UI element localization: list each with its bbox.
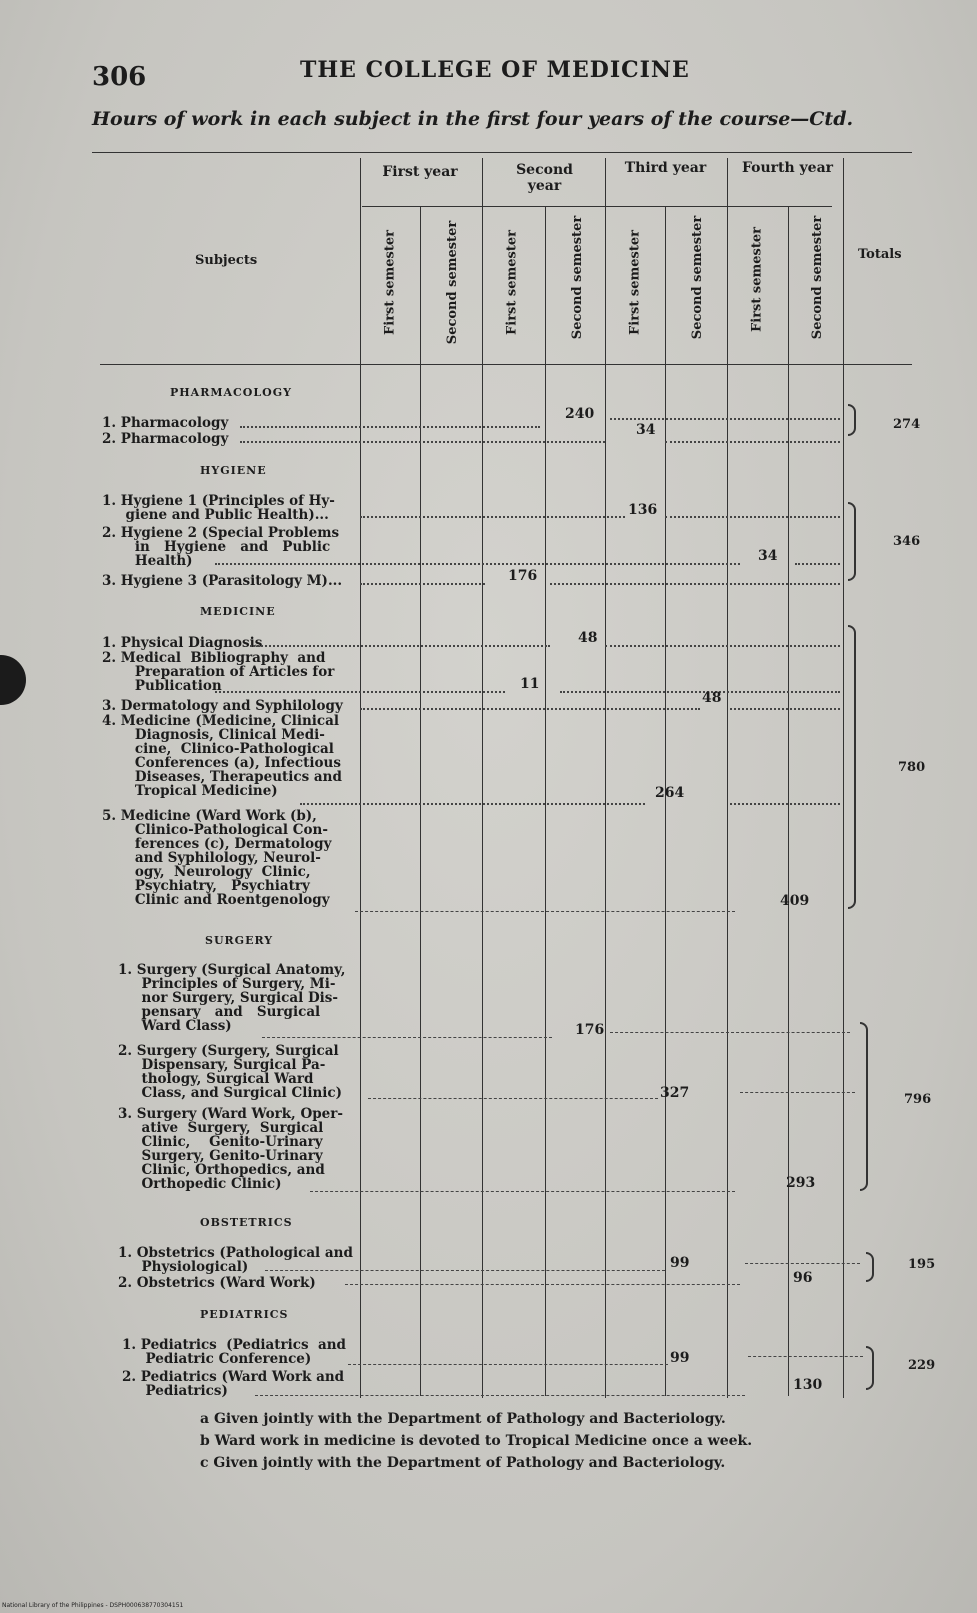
header-bottom-rule bbox=[100, 364, 912, 365]
sem-header-y3s2: Second semester bbox=[690, 215, 705, 340]
hours-value: 99 bbox=[670, 1350, 690, 1366]
year-header-3: Third year bbox=[624, 160, 707, 176]
section-total: 229 bbox=[908, 1358, 936, 1373]
subject-item: 1. Physical Diagnosis bbox=[102, 635, 263, 651]
hours-value: 176 bbox=[508, 568, 538, 584]
section-heading: MEDICINE bbox=[200, 605, 276, 618]
subject-item: 3. Surgery (Ward Work, Oper- ative Surgery, Surgical Clinic, Genito-Urinary Surgery, Genito-Urinary Clinic, Orthopedics, and Orthopedic Clinic) bbox=[118, 1106, 343, 1192]
running-title: THE COLLEGE OF MEDICINE bbox=[300, 57, 690, 83]
hours-value: 409 bbox=[780, 893, 810, 909]
col-divider-6 bbox=[665, 206, 666, 1396]
sem-header-y2s2: Second semester bbox=[570, 215, 585, 340]
hours-value: 130 bbox=[793, 1377, 823, 1393]
col-divider-2 bbox=[420, 206, 421, 1396]
col-divider-5 bbox=[605, 158, 606, 1398]
col-divider-3 bbox=[482, 158, 483, 1398]
hours-value: 34 bbox=[636, 422, 656, 438]
scan-blemish bbox=[0, 655, 26, 705]
sem-header-y4s1: First semester bbox=[749, 227, 765, 332]
sem-header-y2s1: First semester bbox=[504, 230, 520, 335]
subject-item: 4. Medicine (Medicine, Clinical Diagnosis, Clinical Medi- cine, Clinico-Pathological Conferences (a), Infectious Diseases, Therapeutics and Tropical Medicine) bbox=[102, 713, 342, 799]
hours-value: 34 bbox=[758, 548, 778, 564]
subject-item: 2. Medical Bibliography and Preparation of Articles for Publication bbox=[102, 650, 335, 694]
subject-item: 1. Obstetrics (Pathological and Physiological) bbox=[118, 1245, 353, 1275]
section-total: 274 bbox=[893, 417, 921, 432]
subject-item: 1. Pharmacology bbox=[102, 415, 229, 431]
footnote-b: b Ward work in medicine is devoted to Tropical Medicine once a week. bbox=[200, 1433, 753, 1449]
section-heading: SURGERY bbox=[205, 934, 274, 947]
section-heading: PHARMACOLOGY bbox=[170, 386, 292, 399]
hours-value: 48 bbox=[702, 690, 722, 706]
subject-item: 3. Hygiene 3 (Parasitology M)... bbox=[102, 573, 343, 589]
subject-item: 3. Dermatology and Syphilology bbox=[102, 698, 343, 714]
hours-value: 240 bbox=[565, 406, 595, 422]
hours-value: 99 bbox=[670, 1255, 690, 1271]
section-heading: HYGIENE bbox=[200, 464, 267, 477]
section-total: 346 bbox=[893, 534, 921, 549]
subject-item: 1. Hygiene 1 (Principles of Hy- giene and Public Health)... bbox=[102, 493, 335, 523]
table-caption: Hours of work in each subject in the first four years of the course—Ctd. bbox=[92, 108, 854, 130]
sem-header-y4s2: Second semester bbox=[810, 215, 825, 340]
sem-header-y1s2: Second semester bbox=[445, 220, 460, 345]
subject-item: 1. Surgery (Surgical Anatomy, Principles of Surgery, Mi- nor Surgery, Surgical Dis- pensary and Surgical Ward Class) bbox=[118, 962, 346, 1034]
footnote-a: a Given jointly with the Department of Pathology and Bacteriology. bbox=[200, 1411, 726, 1427]
section-total: 195 bbox=[908, 1257, 936, 1272]
sem-header-y3s1: First semester bbox=[627, 230, 643, 335]
col-divider-4 bbox=[545, 206, 546, 1396]
year-rule bbox=[362, 206, 832, 207]
col-divider-8 bbox=[788, 206, 789, 1396]
section-heading: OBSTETRICS bbox=[200, 1216, 293, 1229]
hours-value: 293 bbox=[786, 1175, 816, 1191]
sem-header-y1s1: First semester bbox=[382, 230, 398, 335]
section-total: 780 bbox=[898, 760, 926, 775]
hours-value: 264 bbox=[655, 785, 685, 801]
hours-value: 96 bbox=[793, 1270, 813, 1286]
col-divider-1 bbox=[360, 158, 361, 1398]
hours-value: 48 bbox=[578, 630, 598, 646]
subject-item: 5. Medicine (Ward Work (b), Clinico-Pathological Con- ferences (c), Dermatology and Syphilology, Neurol- ogy, Neurology Clinic, Psychiatry, Psychiatry Clinic and Roentgenology bbox=[102, 808, 332, 908]
section-total: 796 bbox=[904, 1092, 932, 1107]
year-header-2: Second year bbox=[516, 162, 573, 194]
footnote-c: c Given jointly with the Department of Pathology and Bacteriology. bbox=[200, 1455, 726, 1471]
year-header-4: Fourth year bbox=[741, 160, 834, 176]
subject-item: 1. Pediatrics (Pediatrics and Pediatric Conference) bbox=[122, 1337, 346, 1367]
scan-credit: National Library of the Philippines - DSPH000638770304151 bbox=[2, 1602, 184, 1609]
col-divider-7 bbox=[727, 158, 728, 1398]
hours-value: 327 bbox=[660, 1085, 690, 1101]
totals-header: Totals bbox=[858, 247, 902, 262]
subject-item: 2. Hygiene 2 (Special Problems in Hygiene and Public Health) bbox=[102, 525, 340, 569]
subject-item: 2. Obstetrics (Ward Work) bbox=[118, 1275, 316, 1291]
subject-item: 2. Pharmacology bbox=[102, 431, 229, 447]
subject-item: 2. Pediatrics (Ward Work and Pediatrics) bbox=[122, 1369, 345, 1399]
page-number: 306 bbox=[92, 62, 147, 92]
hours-value: 11 bbox=[520, 676, 540, 692]
subjects-header: Subjects bbox=[195, 253, 258, 268]
col-divider-9 bbox=[843, 158, 844, 1398]
section-heading: PEDIATRICS bbox=[200, 1308, 289, 1321]
hours-value: 136 bbox=[628, 502, 658, 518]
subject-item: 2. Surgery (Surgery, Surgical Dispensary, Surgical Pa- thology, Surgical Ward Class, and Surgical Clinic) bbox=[118, 1043, 343, 1101]
table-top-rule bbox=[92, 152, 912, 153]
year-header-1: First year bbox=[382, 164, 458, 180]
hours-value: 176 bbox=[575, 1022, 605, 1038]
